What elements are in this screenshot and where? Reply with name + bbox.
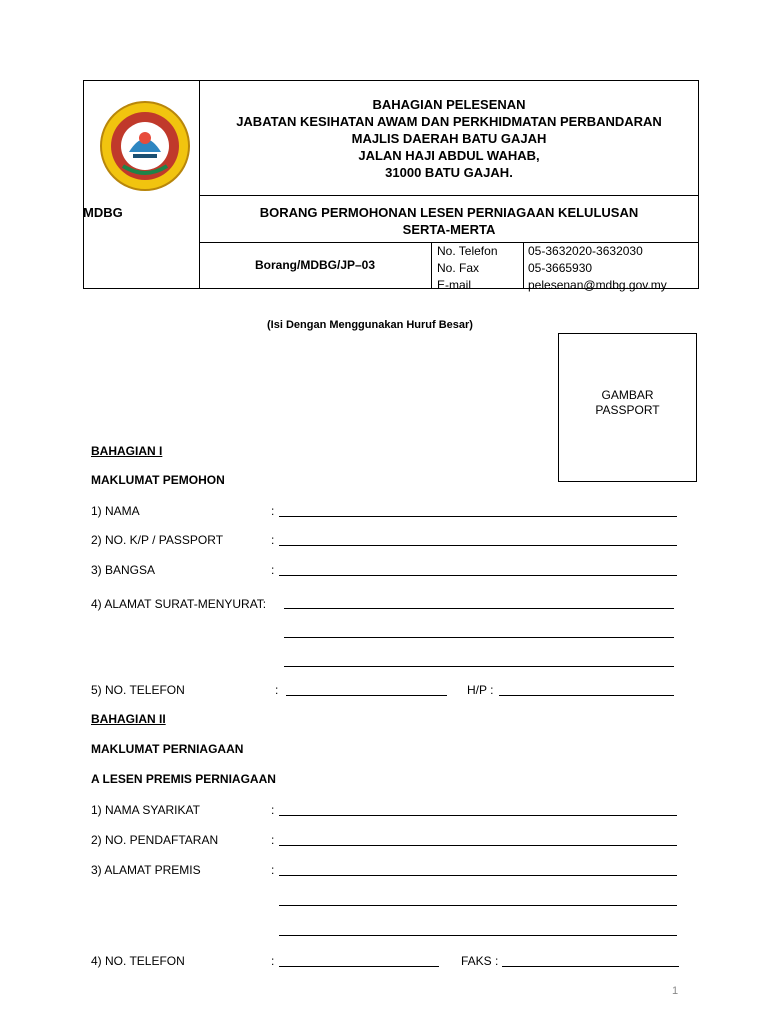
colon-bangsa: : bbox=[271, 563, 275, 577]
phone-value: 05-3632020-3632030 bbox=[528, 244, 643, 258]
label-premis: 3) ALAMAT PREMIS bbox=[91, 863, 201, 877]
contact-labels bbox=[437, 243, 498, 294]
input-premis-2[interactable] bbox=[279, 905, 677, 906]
input-alamat-2[interactable] bbox=[284, 637, 674, 638]
label-kp: 2) NO. K/P / PASSPORT bbox=[91, 533, 224, 547]
label-faks: FAKS : bbox=[461, 954, 499, 968]
label-alamat: 4) ALAMAT SURAT-MENYURAT: bbox=[91, 597, 267, 611]
input-telefon-2[interactable] bbox=[279, 966, 439, 967]
mdbg-seal-icon bbox=[93, 100, 197, 192]
input-alamat-1[interactable] bbox=[284, 608, 674, 609]
form-title bbox=[199, 204, 699, 238]
input-bangsa[interactable] bbox=[279, 575, 677, 576]
input-nama[interactable] bbox=[279, 516, 677, 517]
page-number: 1 bbox=[672, 985, 679, 997]
org-line-5: 31000 BATU GAJAH. bbox=[385, 165, 513, 180]
photo-label-line-2: PASSPORT bbox=[595, 403, 660, 417]
section-1-subtitle: MAKLUMAT PEMOHON bbox=[91, 473, 225, 487]
input-faks[interactable] bbox=[502, 966, 679, 967]
input-pendaftaran[interactable] bbox=[279, 845, 677, 846]
colon-pendaftaran: : bbox=[271, 833, 275, 847]
colon-premis: : bbox=[271, 863, 275, 877]
email-label: E-mail bbox=[437, 278, 472, 292]
input-premis-3[interactable] bbox=[279, 935, 677, 936]
contact-divider-1 bbox=[431, 242, 432, 289]
org-header bbox=[199, 96, 699, 181]
label-syarikat: 1) NAMA SYARIKAT bbox=[91, 803, 200, 817]
colon-telefon-2: : bbox=[271, 954, 275, 968]
section-2-title: BAHAGIAN II bbox=[91, 712, 166, 726]
label-nama: 1) NAMA bbox=[91, 504, 140, 518]
fax-label: No. Fax bbox=[437, 261, 480, 275]
photo-label-line-1: GAMBAR bbox=[601, 388, 654, 402]
label-hp: H/P : bbox=[467, 683, 494, 697]
input-premis-1[interactable] bbox=[279, 875, 677, 876]
input-hp[interactable] bbox=[499, 695, 674, 696]
fax-value: 05-3665930 bbox=[528, 261, 593, 275]
contact-values bbox=[528, 243, 667, 294]
org-line-1: BAHAGIAN PELESENAN bbox=[372, 97, 526, 112]
org-line-3: MAJLIS DAERAH BATU GAJAH bbox=[351, 131, 547, 146]
section-2-subsection: A LESEN PREMIS PERNIAGAAN bbox=[91, 772, 276, 786]
contact-divider-2 bbox=[523, 242, 524, 289]
colon-telefon: : bbox=[275, 683, 279, 697]
org-line-4: JALAN HAJI ABDUL WAHAB, bbox=[358, 148, 540, 163]
input-alamat-3[interactable] bbox=[284, 666, 674, 667]
section-1-title: BAHAGIAN I bbox=[91, 444, 163, 458]
label-pendaftaran: 2) NO. PENDAFTARAN bbox=[91, 833, 219, 847]
abbr-label: MDBG bbox=[83, 205, 123, 220]
org-line-2: JABATAN KESIHATAN AWAM DAN PERKHIDMATAN PERBANDARAN bbox=[236, 114, 662, 129]
colon-syarikat: : bbox=[271, 803, 275, 817]
form-code: Borang/MDBG/JP–03 bbox=[254, 258, 376, 272]
label-telefon-2: 4) NO. TELEFON bbox=[91, 954, 185, 968]
label-telefon: 5) NO. TELEFON bbox=[91, 683, 185, 697]
email-value[interactable]: pelesenan@mdbg.gov.my bbox=[528, 278, 667, 292]
photo-box-label bbox=[558, 388, 697, 418]
input-telefon[interactable] bbox=[286, 695, 447, 696]
form-title-line-2: SERTA-MERTA bbox=[402, 222, 496, 237]
header-divider-horizontal bbox=[199, 195, 699, 196]
input-kp[interactable] bbox=[279, 545, 677, 546]
label-bangsa: 3) BANGSA bbox=[91, 563, 156, 577]
input-syarikat[interactable] bbox=[279, 815, 677, 816]
colon-nama: : bbox=[271, 504, 275, 518]
section-2-subtitle: MAKLUMAT PERNIAGAAN bbox=[91, 742, 244, 756]
form-title-line-1: BORANG PERMOHONAN LESEN PERNIAGAAN KELULUSAN bbox=[259, 205, 639, 220]
mdbg-logo bbox=[93, 100, 197, 192]
phone-label: No. Telefon bbox=[437, 244, 498, 258]
colon-kp: : bbox=[271, 533, 275, 547]
instruction-text: (Isi Dengan Menggunakan Huruf Besar) bbox=[267, 319, 473, 331]
